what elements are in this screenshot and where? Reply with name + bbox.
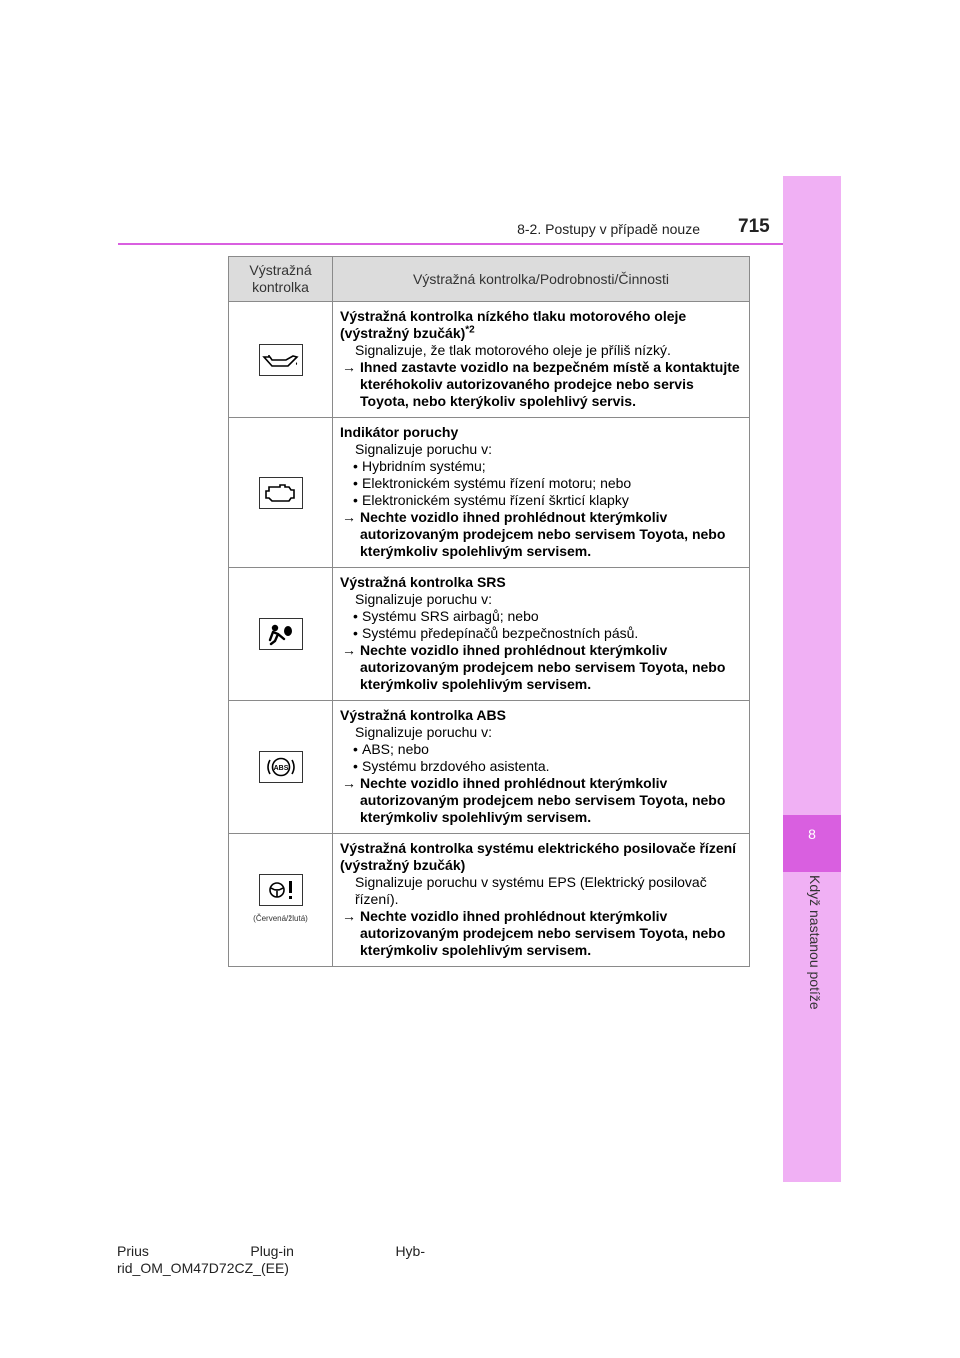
row-action-text: Ihned zastavte vozidlo na bezpečném místě a kontaktujte kteréhokoliv autorizovaného prodejce nebo servis Toyota, nebo kterýkoliv spolehlivý servis. — [360, 359, 740, 409]
chapter-number: 8 — [808, 826, 816, 842]
row-title-text: Výstražná kontrolka nízkého tlaku motorového oleje (výstražný bzučák) — [340, 308, 687, 341]
row-action — [340, 359, 743, 410]
footer-model: Prius — [117, 1243, 149, 1259]
icon-cell — [229, 834, 333, 967]
description-cell — [333, 701, 750, 834]
arrow-icon: → — [342, 908, 356, 924]
row-title: Výstražná kontrolka ABS — [340, 707, 506, 723]
row-action-text: Nechte vozidlo ihned prohlédnout kterýmkoliv autorizovaným prodejcem nebo servisem Toyota, nebo kterýmkoliv spolehlivým servisem. — [360, 509, 726, 559]
power-steering-icon — [259, 874, 303, 906]
table-row — [229, 302, 750, 418]
table-row — [229, 834, 750, 967]
column-header-description: Výstražná kontrolka/Podrobnosti/Činnosti — [333, 257, 750, 302]
description-cell — [333, 418, 750, 568]
icon-cell — [229, 418, 333, 568]
icon-cell — [229, 701, 333, 834]
document-footer — [117, 1243, 425, 1277]
row-action-text: Nechte vozidlo ihned prohlédnout kterýmkoliv autorizovaným prodejcem nebo servisem Toyota, nebo kterýmkoliv spolehlivým servisem. — [360, 908, 726, 958]
icon-caption: (Červená/žlutá) — [253, 913, 308, 923]
svg-text:ABS: ABS — [273, 765, 288, 772]
row-action-text: Nechte vozidlo ihned prohlédnout kterýmkoliv autorizovaným prodejcem nebo servisem Toyota, nebo kterýmkoliv spolehlivým servisem. — [360, 642, 726, 692]
row-action — [340, 908, 743, 959]
row-text: Signalizuje, že tlak motorového oleje je příliš nízký. — [355, 342, 671, 358]
abs-icon — [259, 751, 303, 783]
table-row — [229, 418, 750, 568]
footnote-mark: *2 — [465, 324, 475, 336]
description-cell — [333, 834, 750, 967]
page-number: 715 — [738, 216, 770, 237]
chapter-number-tab — [783, 815, 841, 872]
section-title: 8-2. Postupy v případě nouze — [517, 221, 700, 237]
row-action-text: Nechte vozidlo ihned prohlédnout kterýmkoliv autorizovaným prodejcem nebo servisem Toyota, nebo kterýmkoliv spolehlivým servisem. — [360, 775, 726, 825]
row-action — [340, 642, 743, 693]
row-text: Signalizuje poruchu v: — [355, 591, 492, 607]
row-title: Výstražná kontrolka systému elektrického posilovače řízení (výstražný bzučák) — [340, 840, 737, 873]
row-action — [340, 509, 743, 560]
icon-cell — [229, 302, 333, 418]
row-text: Signalizuje poruchu v: — [355, 441, 492, 457]
check-engine-icon — [259, 477, 303, 509]
table-row — [229, 701, 750, 834]
arrow-icon: → — [342, 509, 356, 525]
icon-cell — [229, 568, 333, 701]
row-text: Signalizuje poruchu v systému EPS (Elektrický posilovač řízení). — [355, 874, 707, 907]
row-text: Signalizuje poruchu v: — [355, 724, 492, 740]
row-action — [340, 775, 743, 826]
srs-airbag-icon — [259, 618, 303, 650]
list-item: • Elektronickém systému řízení motoru; nebo — [340, 475, 743, 492]
warning-lights-table — [228, 256, 750, 967]
description-cell — [333, 302, 750, 418]
header-rule — [118, 243, 783, 245]
row-title: Indikátor poruchy — [340, 424, 459, 440]
column-header-icon: Výstražná kontrolka — [229, 257, 333, 302]
footer-line-2: rid_OM_OM47D72CZ_(EE) — [117, 1260, 289, 1276]
arrow-icon: → — [342, 642, 356, 658]
list-item: • ABS; nebo — [340, 741, 743, 758]
footer-hyb: Hyb- — [395, 1243, 425, 1259]
table-header-row — [229, 257, 750, 302]
row-title — [340, 308, 743, 342]
list-item: • Systému SRS airbagů; nebo — [340, 608, 743, 625]
footer-variant: Plug-in — [250, 1243, 294, 1259]
chapter-label: Když nastanou potíže — [807, 875, 823, 1010]
description-cell — [333, 568, 750, 701]
table-row — [229, 568, 750, 701]
list-item: • Hybridním systému; — [340, 458, 743, 475]
row-title: Výstražná kontrolka SRS — [340, 574, 506, 590]
arrow-icon: → — [342, 359, 356, 375]
arrow-icon: → — [342, 775, 356, 791]
list-item: • Elektronickém systému řízení škrticí klapky — [340, 492, 743, 509]
list-item: • Systému brzdového asistenta. — [340, 758, 743, 775]
list-item: • Systému předepínačů bezpečnostních pásů. — [340, 625, 743, 642]
oil-pressure-icon — [259, 344, 303, 376]
footer-line-1 — [117, 1243, 425, 1260]
